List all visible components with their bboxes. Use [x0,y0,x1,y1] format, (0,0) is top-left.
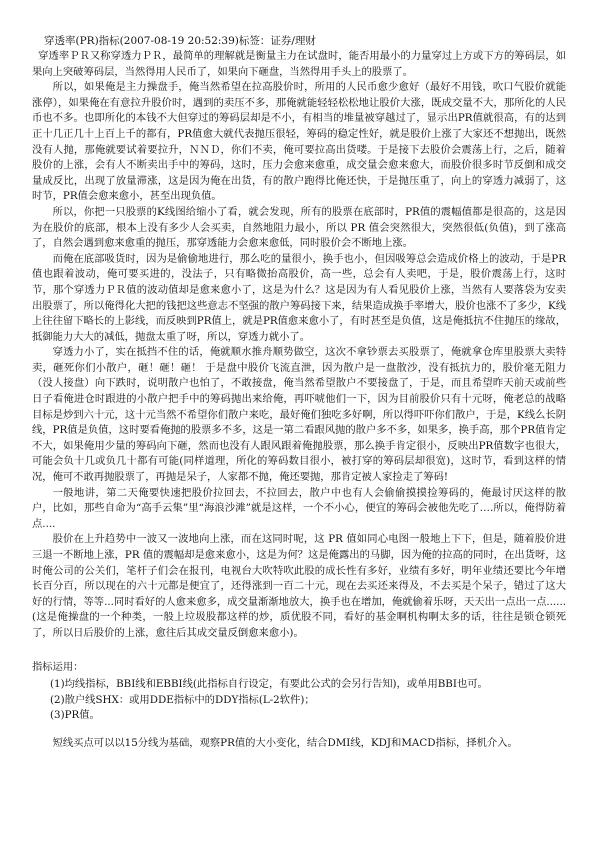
closing-note: 短线买点可以以15分线为基础，观察PR值的大小变化，结合DMI线，KDJ和MACD指标，择机介入。 [52,736,518,749]
section-spacer [32,642,566,660]
paragraph-6: 一般地讲，第二天俺要快速把股价拉回去，不拉回去，散户中也有人会偷偷摸摸捡筹码的，俺最讨厌这样的散户，比如，那些自命为“高手云集”里“海浪沙滩”就是这样，一个不小心，便宜的筹码会被他先吃了….所以，俺得防着点.... [32,486,566,530]
article-title: 穿透率(PR)指标(2007-08-19 20:52:39)标签：证券/理财 [44,35,316,47]
paragraph-5: 穿透力小了，实在抵挡不住的话，俺就顺水推舟顺势做空，这次不拿钞票去买股票了，俺就拿仓库里股票大卖特卖，砸死你们小散户，砸！砸！砸！ 于是盘中股价飞流直泄，因为散户是一盘散沙，没有抵抗力的，股价毫无阻力（没人接盘）向下跌时，说明散户也怕了，不敢接盘，俺当然希望散户不要接盘了，于是，而且希望昨天前天或前些日子看俺进仓时跟进的小散户把手中的筹码抛出来给俺，再吓唬他们一下，因为目前股价只有十元呀，俺老总的战略目标是炒到六十元，这十元当然不希望你们散户来吃，最好俺们独吃多好啊，所以得吓吓你们散户，于是，K线么长阴线，PR值是负值，这时要看俺抛的股票多不多，这是一第二看跟风抛的散户多不多，如果多，换手高，那个PR值肯定不大，如果俺用少量的筹码向下砸，然而也没有人跟风跟着俺抛股票，那么换手肯定很小，反映出PR值数字也很大，可能会负十几或负几十都有可能(同样道理，所化的筹码数目很小，被打穿的筹码层却很宽)，这时节，看到这样的情况，俺可不敢再抛股票了，再抛是呆子，人家都不抛，俺还要抛，那肯定被人家捡走了筹码! [32,346,566,484]
paragraph-3: 所以，你把一只股票的K线图给缩小了看，就会发现，所有的股票在底部时，PR值的震幅值都是很高的，这是因为在股价的底部，根本上没有多少人会买卖，自然地阻力最小，所以 PR 值会突然很大，突然很低(负值)，到了涨高了，自然会遇到愈来愈重的抛压，那穿透能力会愈来愈低，同时股价会不断地上涨。 [32,205,566,250]
usage-list [50,677,566,724]
paragraph-2: 所以，如果俺是主力操盘手，俺当然希望在拉高股价时，所用的人民币愈少愈好（最好不用钱，吹口气股价就能涨停），如果俺在有意拉升股价时，遇到的卖压不多，那俺就能轻轻松松地让股价大涨，既成交量不大，那所化的人民币也不多。也即所化的本钱不大但穿过的筹码层却是不小，有相当的堆量被穿越过了，显示出PR值就很高，有的达到正十几正几十上百上千的都有，PR值愈大就代表抛压很轻，筹码的稳定性好，就是股价上涨了大家还不想抛出，既然没有人抛，那俺就要试着要拉升，ＮＮＤ，你们不卖，俺可要拉高出货喽。于是接下去股价会震荡上行，之后，随着股价的上涨，会有人不断卖出手中的筹码，这时，压力会愈来愈重，成交量会愈来愈大，而股价很多时节反倒和成交量成反比，出现了放量滞涨，这是因为俺在出货，有的散户跑得比俺还快，于是抛压重了，向上的穿透力减弱了，这时节，PR值会愈来愈小，甚至出现负值。 [32,81,566,203]
usage-item: (2)散户线SHX：或用DDE指标中的DDY指标(L-2软件)； [50,693,315,706]
paragraph-4: 而俺在底部吸货时，因为是偷偷地进行，那么吃的量很小，换手也小，但因吸筹总会造成价格上的波动，于是PR值也跟着波动，俺可要买进的，没法子，只有略微抬高股价，高一些，总会有人卖吧，于是，股价震荡上行，这时节，那个穿透力ＰＲ值的波动值却是愈来愈小了，这是为什么？这是因为有人看见股价上涨，当然有人要落袋为安卖出股票了，所以俺得化大把的钱把这些意志不坚强的散户筹码接下来，结果造成换手率增大，股价也涨不了多少，K线上往往留下略长的上影线，而反映到PR值上，就是PR值愈来愈小了，有时甚至是负值，这是俺抵抗不住抛压的缘故，抵御能力大大的减低，抛盘太重了呀，所以，穿透力就小了。 [32,252,566,343]
paragraph-intro: 穿透率ＰＲ又称穿透力ＰＲ，最简单的理解就是衡量主力在试盘时，能否用最小的力量穿过上方或下方的筹码层，如果向上突破筹码层，当然得用人民币了，如果向下砸盘，当然得用手头上的股票了。 [32,50,566,78]
paragraph-7: 股价在上升趋势中一波又一波地向上涨，而在这同时呢，这 PR 值如同心电图一般地上下下，但是，随着股价进三退一不断地上涨，PR 值的震幅却是愈来愈小，这是为何？这是俺露出的马脚，因为俺的拉高的同时，在出货呀，这时俺公司的公关们，笔杆子们会在报刊，电视台大吹特吹此股的成长性有多好，业绩有多好，明年业绩还要比今年增长百分百，所以现在的六十元都是便宜了，还得涨到一百二十元，现在去买还来得及，不去买是个呆子，错过了这大好的行情，等等...同时看好的人愈来愈多，成交量渐渐地放大，换手也在增加，俺就偷着乐呀，天天出一点出一点......(这是俺操盘的一个种类，一般上垃圾股都这样的炒，质优股不同，看好的基金啊机构啊太多的话，往往是锁仓锁死了，所以日后股价的上涨，愈往后其成交量反倒愈来愈小)。 [32,533,567,639]
usage-heading: 指标运用： [32,660,84,673]
usage-item: (1)均线指标，BBI线和EBBI线(此指标自行设定，有要此公式的会另行告知)，或单用BBI也可。 [50,678,488,691]
usage-item: (3)PR值。 [50,709,100,722]
